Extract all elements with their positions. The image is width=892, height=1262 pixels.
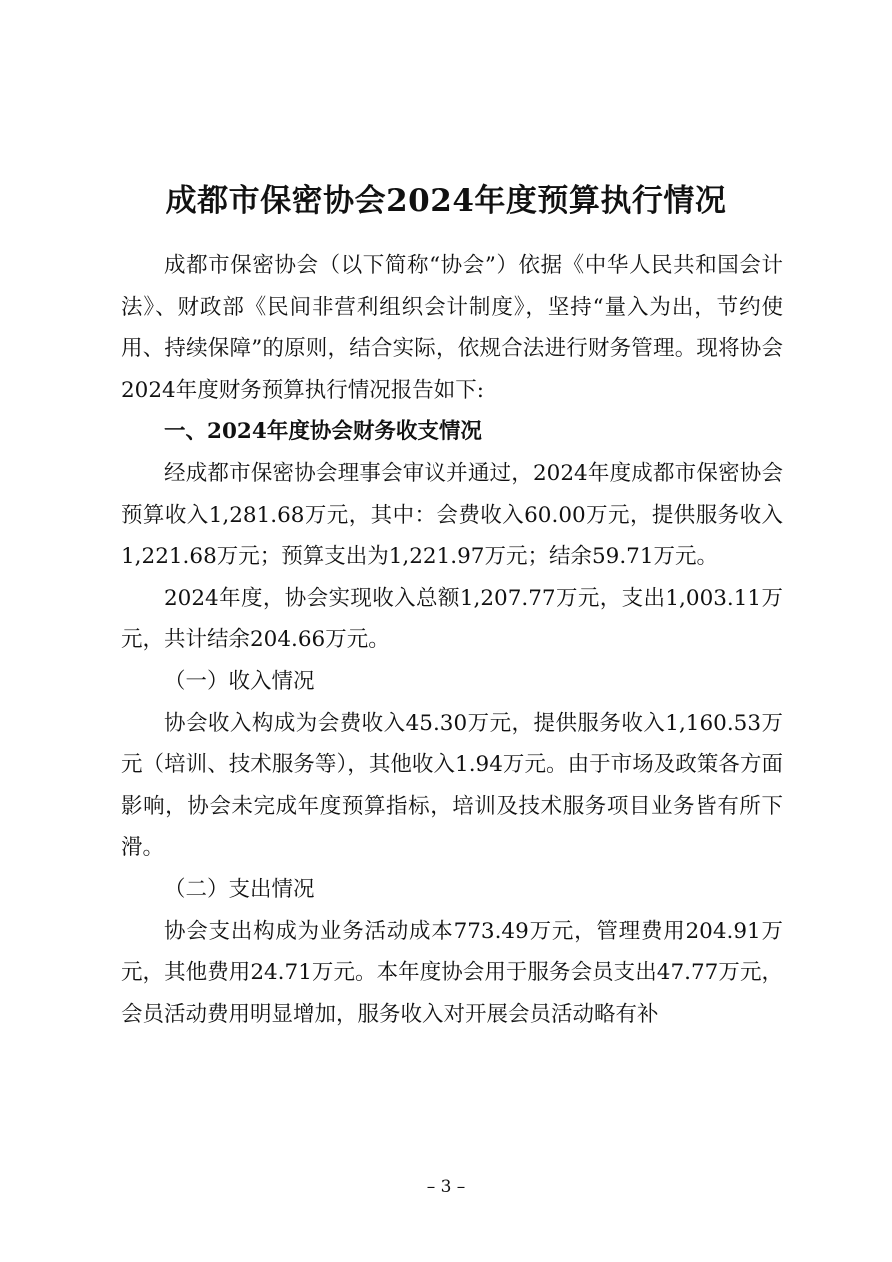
expense-paragraph: 协会支出构成为业务活动成本773.49万元，管理费用204.91万元，其他费用24.71万元。本年度协会用于服务会员支出47.77万元，会员活动费用明显增加，服务收入对开展会员活动略有补	[121, 918, 783, 1027]
subsection-heading-income: （一）收入情况	[164, 668, 315, 694]
budget-paragraph: 经成都市保密协会理事会审议并通过，2024年度成都市保密协会预算收入1,281.68万元，其中：会费收入60.00万元，提供服务收入1,221.68万元；预算支出为1,221.97万元；结余59.71万元。	[121, 460, 783, 570]
intro-paragraph: 成都市保密协会（以下简称“协会”）依据《中华人民共和国会计法》、财政部《民间非营利组织会计制度》，坚持“量入为出，节约使用、持续保障”的原则，结合实际，依规合法进行财务管理。现将协会2024年度财务预算执行情况报告如下:	[121, 253, 783, 403]
section-heading-financial-summary: 一、2024年度协会财务收支情况	[164, 419, 482, 445]
document-body	[121, 245, 783, 1035]
income-paragraph: 协会收入构成为会费收入45.30万元，提供服务收入1,160.53万元（培训、技术服务等），其他收入1.94万元。由于市场及政策各方面影响，协会未完成年度预算指标，培训及技术服务项目业务皆有所下滑。	[121, 710, 783, 861]
subsection-heading-expense: （二）支出情况	[164, 876, 315, 902]
document-title: 成都市保密协会2024年度预算执行情况	[165, 182, 727, 219]
actual-results-paragraph: 2024年度，协会实现收入总额1,207.77万元，支出1,003.11万元，共计结余204.66万元。	[121, 585, 783, 653]
page-number: – 3 –	[426, 1177, 466, 1197]
